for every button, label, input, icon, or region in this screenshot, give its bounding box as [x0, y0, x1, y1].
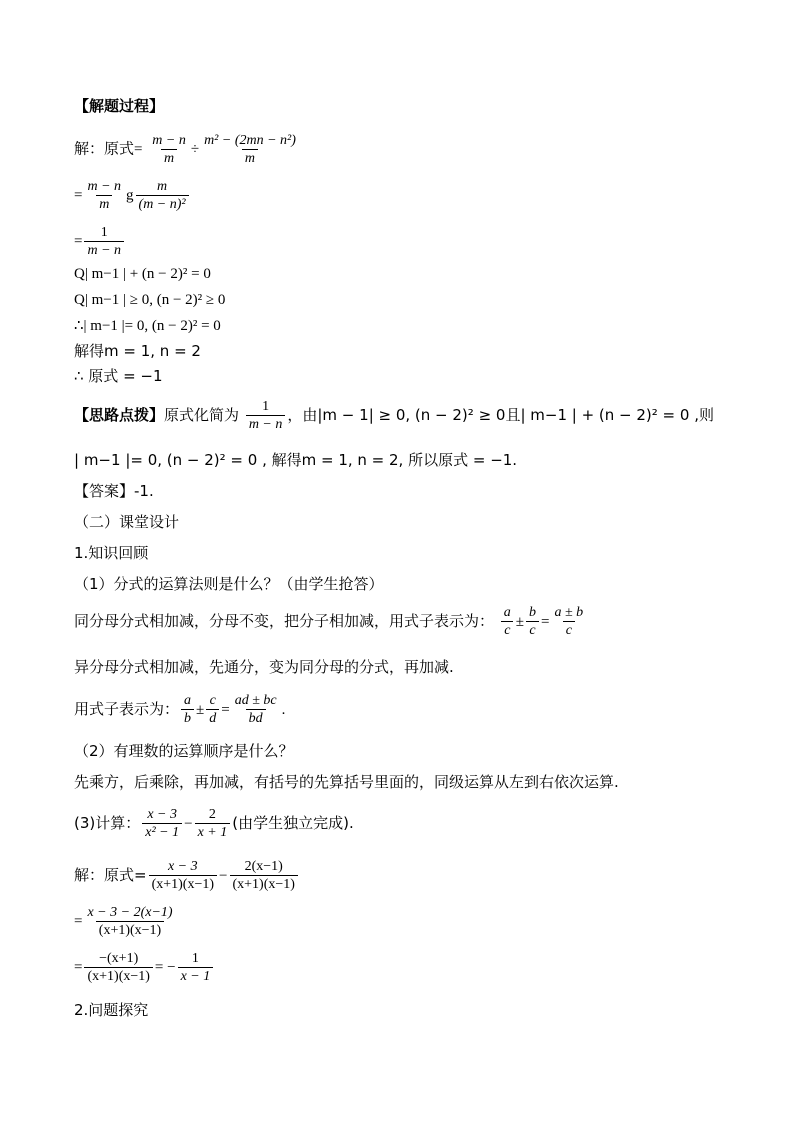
minus-sign: − [184, 816, 193, 832]
denominator: c [501, 621, 513, 639]
heading-solution-process: 【解题过程】 [74, 97, 165, 115]
fraction [206, 692, 219, 727]
numerator: c [209, 693, 216, 708]
numerator: −(x+1) [99, 951, 139, 966]
hint-text: ，由|m − 1| ≥ 0, (n − 2)² ≥ 0且| m−1 | + (n − 2)² = 0 ,则 [287, 406, 714, 424]
rule-text: 用式子表示为： [74, 700, 180, 718]
hint-line-2: | m−1 |= 0, (n − 2)² = 0 , 解得m = 1, n = 2, 所以原式 = −1. [74, 451, 518, 469]
solution-prefix: 解：原式= [74, 866, 147, 884]
fraction [230, 858, 298, 893]
denominator: (m − n)² [136, 195, 189, 213]
denominator: bd [246, 709, 266, 727]
multiply-glyph: g [126, 187, 134, 204]
fraction [501, 604, 514, 639]
explore-title: 2.问题探究 [74, 1001, 149, 1019]
hint-text: 原式化简为 [164, 406, 240, 424]
question-1: （1）分式的运算法则是什么？（由学生抢答） [74, 575, 384, 593]
fraction [552, 604, 587, 639]
numerator: x − 3 − 2(x−1) [87, 905, 173, 920]
fraction [246, 398, 286, 433]
fraction [149, 132, 189, 167]
equals-sign: = [74, 187, 83, 204]
solution-line-3 [74, 224, 126, 259]
answer-line: 【答案】-1. [74, 482, 154, 500]
same-denominator-rule [74, 604, 588, 639]
denominator: m − n [84, 241, 124, 259]
question-prefix: (3)计算： [74, 814, 141, 832]
denominator: b [181, 709, 194, 727]
solution-prefix: 解：原式 [74, 139, 135, 158]
operation-order: 先乘方，后乘除，再加减，有括号的先算括号里面的，同级运算从左到右依次运算. [74, 773, 619, 791]
equals-sign: = [74, 913, 83, 930]
hint-label: 【思路点拨】 [74, 406, 165, 424]
solution-line-4: Q| m−1 | + (n − 2)² = 0 [74, 266, 211, 282]
solution2-line-2 [74, 904, 178, 939]
solution-line-1 [74, 132, 301, 167]
fraction [201, 132, 299, 167]
numerator: 1 [100, 225, 108, 240]
section-heading: （二）课堂设计 [74, 513, 180, 531]
numerator: ad ± bc [234, 693, 277, 708]
denominator: (x+1)(x−1) [149, 875, 217, 893]
rule-text: 同分母分式相加减，分母不变，把分子相加减，用式子表示为： [74, 612, 495, 630]
numerator: m [157, 179, 168, 194]
solution-line-8: ∴ 原式 = −1 [74, 367, 163, 385]
fraction [142, 806, 182, 841]
numerator: a ± b [554, 605, 584, 620]
denominator: (x+1)(x−1) [230, 875, 298, 893]
solution2-line-3 [74, 950, 215, 985]
denominator: c [526, 621, 538, 639]
equals-sign: = [134, 141, 143, 158]
numerator: m² − (2mn − n²) [204, 133, 296, 148]
equals-sign: = [74, 233, 83, 250]
plus-minus-sign: ± [515, 614, 525, 630]
plus-minus-sign: ± [196, 702, 205, 718]
denominator: (x+1)(x−1) [84, 967, 152, 985]
numerator: x − 3 [147, 807, 178, 822]
solution-line-7: 解得m = 1, n = 2 [74, 342, 201, 360]
question-suffix: (由学生独立完成). [232, 814, 354, 832]
fraction [526, 604, 539, 639]
question-3 [74, 806, 354, 841]
numerator: 2 [208, 807, 216, 822]
denominator: m [161, 149, 177, 167]
denominator: x² − 1 [142, 823, 182, 841]
fraction [136, 178, 189, 213]
fraction [84, 178, 124, 213]
numerator: a [184, 693, 192, 708]
fraction [84, 904, 175, 939]
denominator: m − n [246, 415, 286, 433]
numerator: x − 3 [167, 859, 198, 874]
question-2: （2）有理数的运算顺序是什么？ [74, 742, 294, 760]
equals-sign: = [221, 702, 230, 718]
different-denominator-rule: 异分母分式相加减，先通分，变为同分母的分式，再加减. [74, 658, 454, 676]
denominator: x + 1 [195, 823, 231, 841]
denominator: d [206, 709, 219, 727]
fraction [232, 692, 280, 727]
equals-minus: = − [154, 959, 176, 976]
fraction [84, 950, 152, 985]
fraction [84, 224, 124, 259]
different-denominator-formula [74, 692, 285, 727]
numerator: 1 [262, 399, 270, 414]
denominator: (x+1)(x−1) [96, 921, 164, 939]
denominator: m [242, 149, 258, 167]
numerator: m − n [87, 179, 122, 194]
numerator: m − n [152, 133, 186, 148]
denominator: m [96, 195, 112, 213]
fraction [149, 858, 217, 893]
equals-sign: = [74, 959, 83, 976]
solution-line-6: ∴| m−1 |= 0, (n − 2)² = 0 [74, 318, 221, 334]
review-title: 1.知识回顾 [74, 544, 149, 562]
solution-line-5: Q| m−1 | ≥ 0, (n − 2)² ≥ 0 [74, 292, 226, 308]
equals-sign: = [541, 614, 550, 630]
solution2-line-1 [74, 858, 300, 893]
fraction [195, 806, 231, 841]
denominator: c [563, 621, 575, 639]
fraction [178, 950, 214, 985]
hint-line-1 [74, 398, 714, 433]
divide-sign: ÷ [190, 141, 200, 158]
period: . [281, 702, 286, 718]
minus-sign: − [219, 868, 228, 884]
denominator: x − 1 [178, 967, 214, 985]
solution-line-2 [74, 178, 191, 213]
fraction [181, 692, 194, 727]
numerator: a [503, 605, 511, 620]
numerator: 2(x−1) [244, 859, 283, 874]
numerator: 1 [191, 951, 199, 966]
numerator: b [529, 605, 537, 620]
